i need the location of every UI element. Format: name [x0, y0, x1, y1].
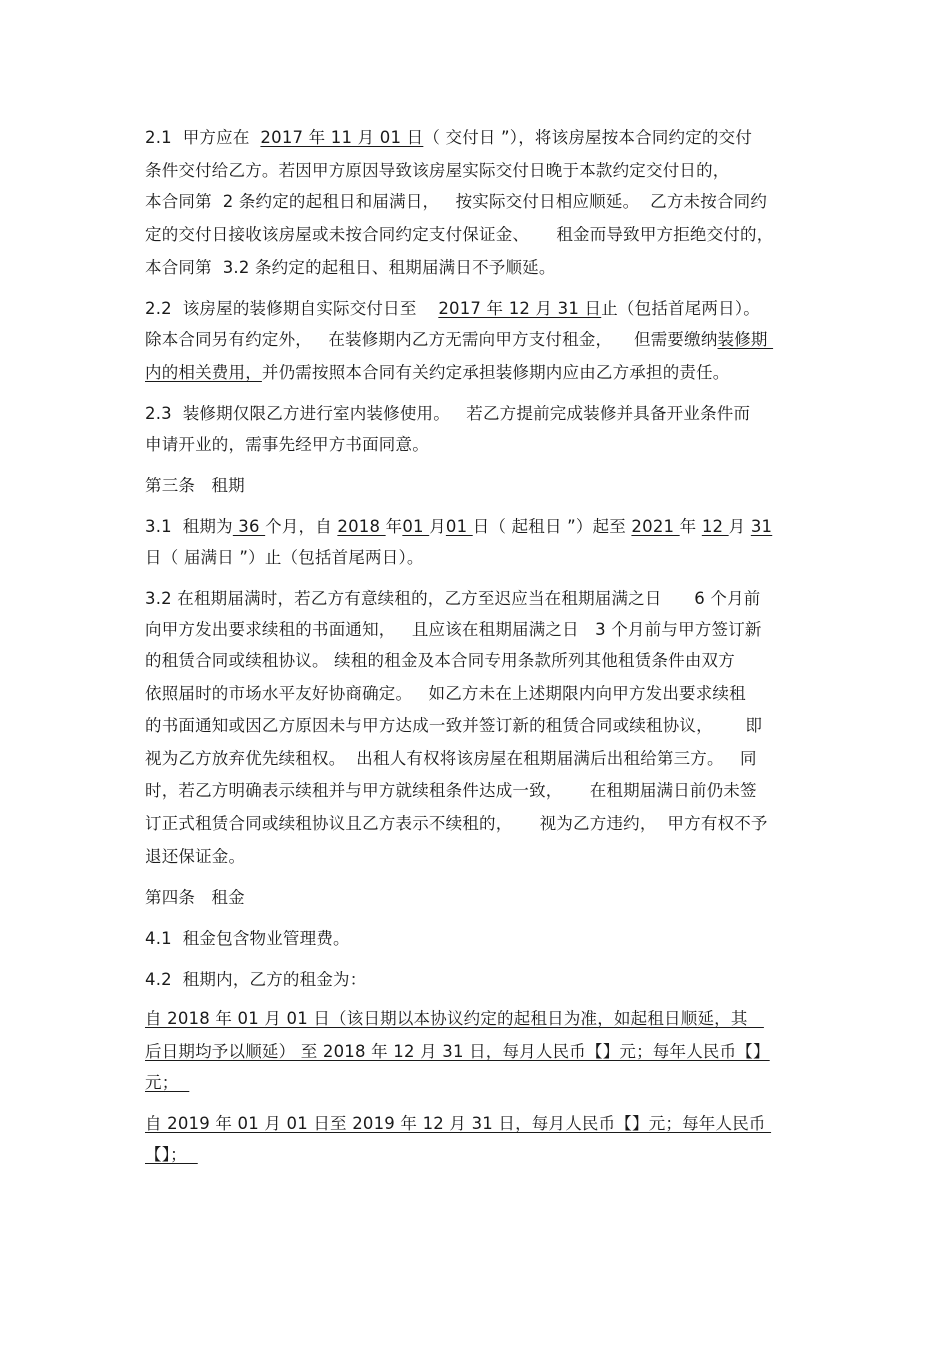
text: 4.1 租金包含物业管理费。	[145, 929, 350, 948]
text: 本合同第 3.2 条约定的起租日、租期届满日不予顺延。	[145, 258, 556, 277]
rent-2018-line-2	[145, 1041, 770, 1063]
text: 2.2 该房屋的装修期自实际交付日至	[145, 299, 439, 318]
heading: 第四条 租金	[145, 888, 245, 907]
text: 视为乙方放弃优先续租权。 出租人有权将该房屋在租期届满后出租给第三方。 同	[145, 749, 757, 768]
article-4-heading	[145, 887, 245, 909]
clause-3-1-line-1	[145, 516, 772, 538]
text: 并仍需按照本合同有关约定承担装修期内应由乙方承担的责任。	[261, 363, 730, 382]
text: 日（ 届满日 ”）止（包括首尾两日）。	[145, 548, 424, 567]
heading: 第三条 租期	[145, 476, 245, 495]
rent-period-text: 后日期均予以顺延） 至 2018 年 12 月 31 日，每月人民币【】元；每年人民币【】	[145, 1042, 770, 1061]
clause-3-2-line-1	[145, 588, 761, 610]
text: 2.1 甲方应在	[145, 128, 261, 147]
rent-2018-line-3	[145, 1072, 189, 1094]
text: 止（包括首尾两日）。	[601, 299, 760, 318]
clause-3-2-line-8	[145, 813, 768, 835]
text: 申请开业的，需事先经甲方书面同意。	[145, 435, 429, 454]
text: 依照届时的市场水平友好协商确定。 如乙方未在上述期限内向甲方发出要求续租	[145, 684, 746, 703]
clause-3-2-line-6	[145, 748, 757, 770]
underlined-text: 内的相关费用，	[145, 363, 262, 382]
text: 向甲方发出要求续租的书面通知， 且应该在租期届满之日 3 个月前与甲方签订新	[145, 620, 762, 639]
rent-2018-line-1	[145, 1008, 764, 1030]
clause-3-2-line-4	[145, 683, 746, 705]
clause-2-2-line-1	[145, 298, 760, 320]
delivery-date: 2017 年 11 月 01 日	[260, 128, 424, 147]
rent-2019-line-1	[145, 1113, 771, 1135]
text: 订正式租赁合同或续租协议且乙方表示不续租的， 视为乙方违约， 甲方有权不予	[145, 814, 768, 833]
start-month: 01	[402, 517, 430, 536]
clause-3-2-line-9	[145, 846, 245, 868]
clause-2-2-line-3	[145, 362, 730, 384]
clause-2-3-line-1	[145, 403, 750, 425]
clause-2-2-line-2	[145, 329, 773, 351]
clause-3-2-line-2	[145, 619, 762, 641]
text: 时，若乙方明确表示续租并与甲方就续租条件达成一致， 在租期届满日前仍未签	[145, 781, 757, 800]
text: 年	[679, 517, 702, 536]
article-3-heading	[145, 475, 245, 497]
clause-2-3-line-2	[145, 434, 429, 456]
end-month: 12	[701, 517, 729, 536]
text: 4.2 租期内，乙方的租金为：	[145, 970, 367, 989]
text: 3.1 租期为	[145, 517, 233, 536]
start-day: 01	[445, 517, 473, 536]
text: 日（ 起租日 ”）起至	[472, 517, 632, 536]
clause-2-1-line-1	[145, 127, 752, 149]
text: 年	[385, 517, 403, 536]
text: 的书面通知或因乙方原因未与甲方达成一致并签订新的租赁合同或续租协议， 即	[145, 716, 763, 735]
clause-2-1-line-3	[145, 191, 767, 213]
rent-period-text: 【】；	[145, 1145, 198, 1164]
text: 2.3 装修期仅限乙方进行室内装修使用。 若乙方提前完成装修并具备开业条件而	[145, 404, 751, 423]
start-year: 2018	[337, 517, 386, 536]
text: 个月，自	[265, 517, 338, 536]
clause-4-1	[145, 928, 350, 950]
text: 定的交付日接收该房屋或未按合同约定支付保证金、 租金而导致甲方拒绝交付的，	[145, 225, 774, 244]
clause-2-1-line-4	[145, 224, 773, 246]
text: 退还保证金。	[145, 847, 246, 866]
end-year: 2021	[631, 517, 680, 536]
clause-3-2-line-5	[145, 715, 762, 737]
rent-period-text: 自 2018 年 01 月 01 日（该日期以本协议约定的起租日为准，如起租日顺延，其	[145, 1009, 764, 1028]
text: 本合同第 2 条约定的起租日和届满日， 按实际交付日相应顺延。 乙方未按合同约	[145, 192, 768, 211]
rent-period-text: 元；	[145, 1073, 190, 1092]
text: 条件交付给乙方。若因甲方原因导致该房屋实际交付日晚于本款约定交付日的，	[145, 161, 730, 180]
term-months: 36	[232, 517, 266, 536]
fitout-end-date: 2017 年 12 月 31 日	[438, 299, 602, 318]
text: 月	[728, 517, 751, 536]
clause-4-2	[145, 969, 366, 991]
text: （ 交付日 ”），将该房屋按本合同约定的交付	[423, 128, 753, 147]
text: 的租赁合同或续租协议。 续租的租金及本合同专用条款所列其他租赁条件由双方	[145, 651, 735, 670]
text: 月	[429, 517, 446, 536]
clause-3-2-line-7	[145, 780, 757, 802]
end-day: 31	[750, 517, 773, 536]
clause-3-2-line-3	[145, 650, 735, 672]
rent-period-text: 自 2019 年 01 月 01 日至 2019 年 12 月 31 日，每月人民币【】元；每年人民币	[145, 1114, 772, 1133]
underlined-text: 装修期	[717, 330, 774, 349]
clause-2-1-line-2	[145, 160, 730, 182]
text: 3.2 在租期届满时，若乙方有意续租的，乙方至迟应当在租期届满之日 6 个月前	[145, 589, 761, 608]
clause-2-1-line-5	[145, 257, 556, 279]
clause-3-1-line-2	[145, 547, 424, 569]
text: 除本合同另有约定外， 在装修期内乙方无需向甲方支付租金， 但需要缴纳	[145, 330, 718, 349]
rent-2019-line-2	[145, 1144, 198, 1166]
